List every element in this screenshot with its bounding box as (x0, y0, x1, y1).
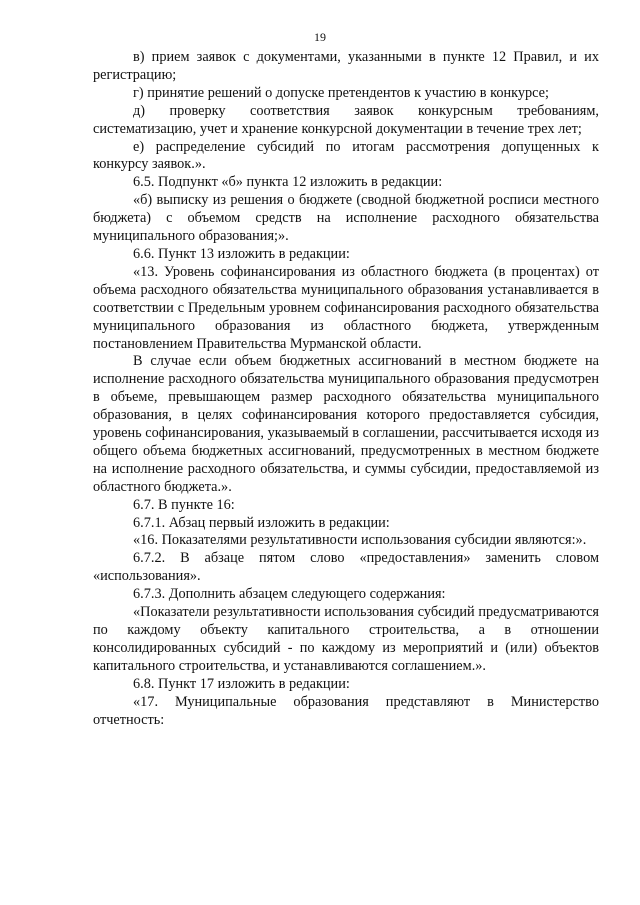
paragraph: е) распределение субсидий по итогам рассмотрения допущенных к конкурсу заявок.». (93, 138, 599, 173)
paragraph: 6.7.2. В абзаце пятом слово «предоставления» заменить словом «использования». (93, 550, 599, 585)
paragraph: В случае если объем бюджетных ассигнований в местном бюджете на исполнение расходного обязательства муниципального образования предусмотрен в объеме, превышающем размер расходного обязательства муниципального образования, в целях софинансирования которого предоставляется субсидия, уровень софинансирования, указываемый в соглашении, рассчитывается исходя из общего объема бюджетных ассигнований, предусмотренных в местном бюджете на исполнение расходного обязательства, и суммы субсидии, предоставляемой из областного бюджета.». (93, 353, 599, 495)
document-body (93, 49, 599, 729)
page-number: 19 (314, 30, 326, 44)
paragraph: 6.5. Подпункт «б» пункта 12 изложить в редакции: (133, 174, 443, 191)
paragraph: «17. Муниципальные образования представляют в Министерство отчетность: (93, 693, 599, 728)
paragraph: 6.7. В пункте 16: (133, 496, 235, 513)
paragraph: г) принятие решений о допуске претендентов к участию в конкурсе; (133, 84, 549, 101)
paragraph: «Показатели результативности использования субсидий предусматриваются по каждому объекту капитального строительства, а в отношении консолидированных субсидий - по каждому из мероприятий и (или) объектов капитального строительства, и устанавливаются соглашением.». (93, 604, 599, 674)
paragraph: «13. Уровень софинансирования из областного бюджета (в процентах) от объема расходного обязательства муниципального образования устанавливается в соответствии с Предельным уровнем софинансирования расходного обязательства муниципального образования из областного бюджета, утвержденным постановлением Правительства Мурманской области. (93, 263, 599, 352)
paragraph: 6.7.1. Абзац первый изложить в редакции: (133, 514, 390, 531)
paragraph: 6.7.3. Дополнить абзацем следующего содержания: (133, 586, 446, 603)
paragraph: 6.8. Пункт 17 изложить в редакции: (133, 675, 350, 692)
paragraph: 6.6. Пункт 13 изложить в редакции: (133, 245, 350, 262)
paragraph: «б) выписку из решения о бюджете (сводной бюджетной росписи местного бюджета) с объемом средств на исполнение расходного обязательства муниципального образования;». (93, 192, 599, 245)
paragraph: д) проверку соответствия заявок конкурсным требованиям, систематизацию, учет и хранение конкурсной документации в течение трех лет; (93, 102, 599, 137)
paragraph: в) прием заявок с документами, указанными в пункте 12 Правил, и их регистрацию; (93, 49, 599, 83)
paragraph: «16. Показателями результативности использования субсидии являются:». (133, 532, 587, 549)
